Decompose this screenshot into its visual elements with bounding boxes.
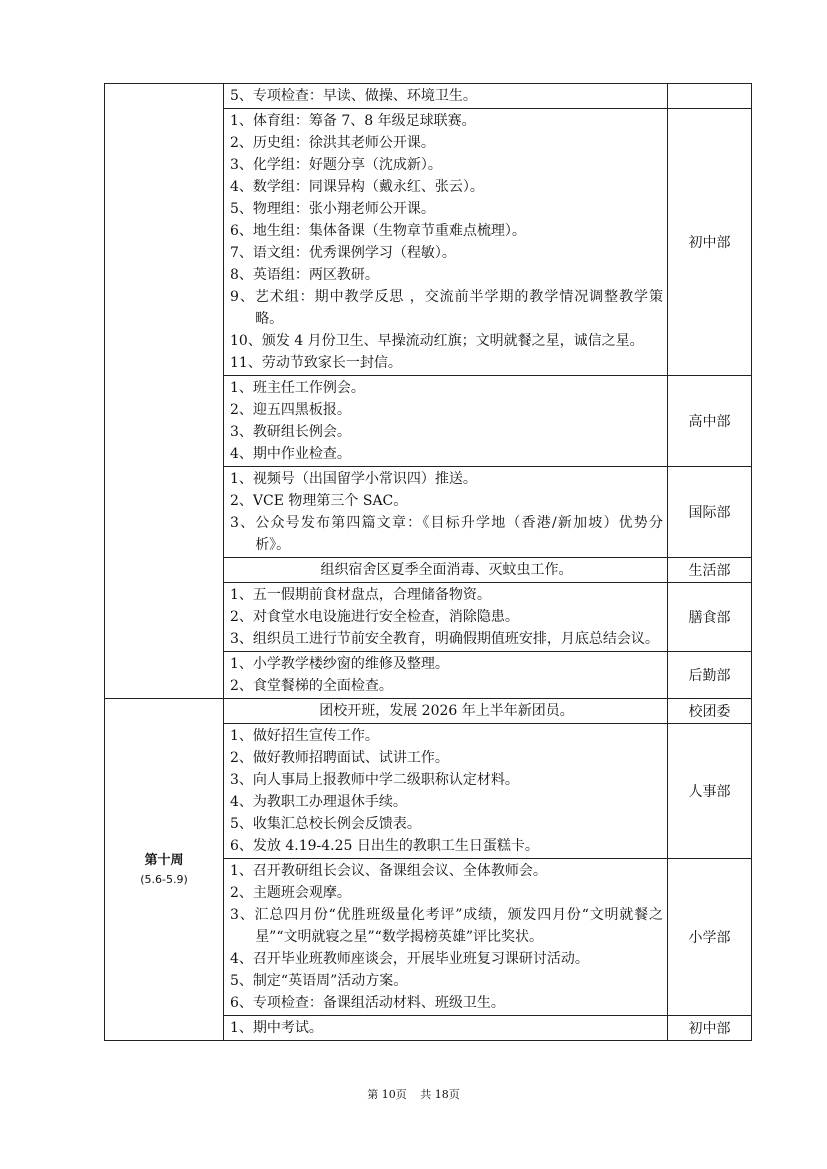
task-cell (224, 652, 668, 699)
task-item: 4、召开毕业班教师座谈会，开展毕业班复习课研讨活动。 (230, 951, 589, 967)
task-item: 10、颁发 4 月份卫生、早操流动红旗；文明就餐之星，诚信之星。 (230, 333, 644, 349)
week-cell (105, 699, 224, 1041)
page-footer (0, 1086, 827, 1102)
week-cell (105, 84, 224, 699)
task-item: 5、制定“英语周”活动方案。 (230, 973, 408, 989)
task-item: 6、发放 4.19-4.25 日出生的教职工生日蛋糕卡。 (230, 838, 539, 854)
task-cell (224, 859, 668, 1016)
task-cell (224, 467, 668, 558)
task-item: 5、专项检查：早读、做操、环境卫生。 (230, 88, 477, 104)
task-item: 1、五一假期前食材盘点，合理储备物资。 (230, 587, 491, 603)
task-item: 7、语文组：优秀课例学习（程敏）。 (230, 245, 456, 261)
task-item: 6、地生组：集体备课（生物章节重难点梳理）。 (230, 223, 526, 239)
task-item: 1、班主任工作例会。 (230, 380, 365, 396)
task-item: 3、化学组：好题分享（沈成新）。 (230, 157, 442, 173)
task-item: 3、公众号发布第四篇文章：《目标升学地（香港/新加坡）优势分析》。 (230, 515, 663, 553)
task-cell (224, 558, 668, 583)
task-item: 1、小学教学楼纱窗的维修及整理。 (230, 656, 449, 672)
task-item: 3、组织员工进行节前安全教育，明确假期值班安排，月底总结会议。 (230, 631, 659, 647)
task-item: 5、物理组：张小翔老师公开课。 (230, 201, 435, 217)
task-item: 3、汇总四月份“优胜班级量化考评”成绩，颁发四月份“文明就餐之星”“文明就寝之星”“数学揭榜英雄”评比奖状。 (230, 907, 663, 945)
task-item: 2、主题班会观摩。 (230, 885, 351, 901)
task-item: 1、召开教研组长会议、备课组会议、全体教师会。 (230, 863, 547, 879)
task-item: 1、做好招生宣传工作。 (230, 728, 379, 744)
task-item: 1、视频号（出国留学小常识四）推送。 (230, 471, 477, 487)
page-total: 共 18页 (420, 1088, 460, 1101)
task-item: 4、为教职工办理退休手续。 (230, 794, 407, 810)
task-item: 2、迎五四黑板报。 (230, 402, 351, 418)
schedule-body (105, 84, 752, 1041)
task-item: 9、艺术组：期中教学反思 ，交流前半学期的教学情况调整教学策略。 (230, 289, 663, 327)
task-item: 2、食堂餐梯的全面检查。 (230, 678, 393, 694)
page-number: 第 10页 (367, 1088, 407, 1101)
task-item: 6、专项检查：备课组活动材料、班级卫生。 (230, 995, 505, 1011)
task-item: 2、做好教师招聘面试、试讲工作。 (230, 750, 449, 766)
task-item: 8、英语组：两区教研。 (230, 267, 379, 283)
week-dates: (5.6-5.9) (140, 872, 188, 886)
task-cell (224, 1016, 668, 1041)
task-cell (224, 84, 668, 109)
department-cell: 高中部 (668, 376, 752, 467)
task-item: 2、对食堂水电设施进行安全检查，消除隐患。 (230, 609, 519, 625)
task-item: 4、期中作业检查。 (230, 446, 351, 462)
department-cell: 国际部 (668, 467, 752, 558)
department-cell: 初中部 (668, 1016, 752, 1041)
task-item: 团校开班，发展 2026 年上半年新团员。 (319, 703, 574, 719)
task-item: 2、VCE 物理第三个 SAC。 (230, 493, 408, 509)
task-item: 3、教研组长例会。 (230, 424, 351, 440)
department-cell: 初中部 (668, 109, 752, 376)
task-cell (224, 376, 668, 467)
week-title: 第十周 (144, 852, 184, 868)
task-item: 4、数学组：同课异构（戴永红、张云）。 (230, 179, 484, 195)
task-item: 11、劳动节致家长一封信。 (230, 355, 402, 371)
department-cell: 校团委 (668, 699, 752, 724)
schedule-table (104, 83, 752, 1041)
department-cell (668, 84, 752, 109)
task-item: 3、向人事局上报教师中学二级职称认定材料。 (230, 772, 519, 788)
task-item: 1、期中考试。 (230, 1020, 323, 1036)
department-cell: 后勤部 (668, 652, 752, 699)
department-cell: 小学部 (668, 859, 752, 1016)
task-cell (224, 109, 668, 376)
department-cell: 人事部 (668, 724, 752, 859)
schedule-row (105, 84, 752, 109)
task-cell (224, 583, 668, 652)
task-item: 2、历史组：徐洪其老师公开课。 (230, 135, 435, 151)
schedule-row (105, 699, 752, 724)
task-cell (224, 699, 668, 724)
task-item: 1、体育组：筹备 7、8 年级足球联赛。 (230, 113, 476, 129)
task-item: 5、收集汇总校长例会反馈表。 (230, 816, 421, 832)
task-cell (224, 724, 668, 859)
department-cell: 生活部 (668, 558, 752, 583)
department-cell: 膳食部 (668, 583, 752, 652)
task-item: 组织宿舍区夏季全面消毒、灭蚊虫工作。 (320, 562, 573, 578)
